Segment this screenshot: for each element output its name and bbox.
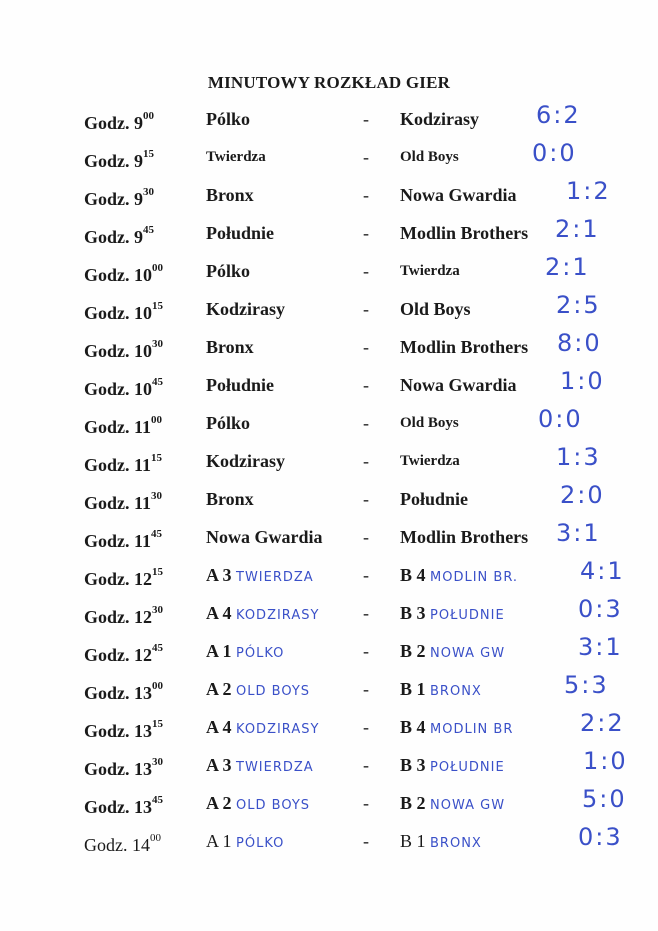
time-slot [84,791,174,819]
score-handwritten: 1:0 [560,367,605,395]
time-hour: 12 [134,569,153,589]
time-hour: 12 [134,645,153,665]
time-slot [84,259,174,287]
time-hour: 11 [134,531,152,551]
score-handwritten: 0:0 [538,405,583,433]
time-prefix: Godz. [84,569,130,589]
time-value [134,259,174,287]
home-slot [206,791,310,818]
time-minute: 00 [143,110,155,122]
time-value [134,107,174,135]
time-value [134,791,174,819]
time-prefix: Godz. [84,759,130,779]
away-team: Kodzirasy [400,109,479,129]
home-slot [206,829,284,856]
home-group: A 4 [206,603,232,623]
away-team: Old Boys [400,415,459,431]
time-hour: 11 [134,417,152,437]
versus-dash: - [363,375,369,395]
time-value [134,335,174,363]
time-minute: 30 [152,338,164,350]
away-team-handwritten: POŁUDNIE [430,760,505,775]
away-group: B 4 [400,717,426,737]
versus-dash: - [363,451,369,471]
home-slot [206,715,319,742]
home-team-handwritten: OLD BOYS [236,684,311,699]
time-minute: 15 [152,300,164,312]
time-minute: 15 [152,566,164,578]
home-team: Twierdza [206,149,266,165]
time-slot [84,297,174,325]
versus-dash: - [363,413,369,433]
time-value [134,221,174,249]
game-row [0,291,658,331]
time-value [134,715,174,743]
time-minute: 15 [143,148,155,160]
home-group: A 2 [206,793,232,813]
game-row [0,823,658,863]
away-group: B 1 [400,679,426,699]
away-team: Modlin Brothers [400,337,529,357]
time-prefix: Godz. [84,113,130,133]
versus-dash: - [363,489,369,509]
time-prefix: Godz. [84,265,130,285]
time-minute: 00 [152,262,164,274]
away-slot [400,677,482,704]
game-row [0,481,658,521]
time-hour: 13 [134,797,153,817]
home-slot [206,601,319,628]
time-prefix: Godz. [84,721,130,741]
home-group: A 2 [206,679,232,699]
time-value [134,145,174,173]
away-team-handwritten: MODLIN BR. [430,570,519,585]
time-hour: 10 [134,341,153,361]
away-team: Old Boys [400,299,471,319]
home-team: Bronx [206,489,254,509]
time-minute: 45 [152,376,164,388]
time-minute: 45 [152,642,164,654]
versus-dash: - [363,185,369,205]
time-slot [84,107,174,135]
time-slot [84,411,174,439]
score-handwritten: 0:3 [578,595,623,623]
score-handwritten: 3:1 [578,633,623,661]
home-slot [206,639,284,666]
time-hour: 10 [134,379,153,399]
away-slot [400,829,482,856]
away-team-handwritten: MODLIN BR [430,722,514,737]
time-minute: 30 [152,756,164,768]
time-hour: 9 [134,189,144,209]
time-minute: 00 [151,414,163,426]
time-hour: 10 [134,303,153,323]
score-handwritten: 1:0 [583,747,628,775]
away-team: Twierdza [400,453,460,469]
time-value [134,373,174,401]
game-row [0,177,658,217]
home-team-handwritten: KODZIRASY [236,722,320,737]
game-row [0,671,658,711]
home-team-handwritten: TWIERDZA [236,570,314,585]
game-row [0,367,658,407]
home-group: A 3 [206,565,232,585]
time-prefix: Godz. [84,303,130,323]
away-slot [400,715,513,742]
versus-dash: - [363,641,369,661]
time-slot [84,487,174,515]
game-row [0,747,658,787]
time-prefix: Godz. [84,189,130,209]
home-group: A 1 [206,831,232,851]
away-team: Modlin Brothers [400,527,529,547]
time-minute: 00 [152,680,164,692]
time-minute: 45 [152,794,164,806]
time-prefix: Godz. [84,683,130,703]
time-hour: 13 [134,683,153,703]
versus-dash: - [363,679,369,699]
game-row [0,785,658,825]
versus-dash: - [363,527,369,547]
game-row [0,633,658,673]
time-minute: 15 [152,718,164,730]
time-hour: 13 [134,721,153,741]
home-team-handwritten: OLD BOYS [236,798,311,813]
home-group: A 4 [206,717,232,737]
game-row [0,329,658,369]
away-group: B 2 [400,793,426,813]
away-slot [400,753,505,780]
game-row [0,709,658,749]
score-handwritten: 1:3 [556,443,601,471]
time-value [134,411,174,439]
game-row [0,101,658,141]
time-value [134,487,174,515]
home-team-handwritten: KODZIRASY [236,608,320,623]
away-group: B 2 [400,641,426,661]
away-slot [400,791,505,818]
home-team-handwritten: PÓLKO [236,836,285,851]
time-value [134,183,174,211]
time-value [134,525,174,553]
versus-dash: - [363,831,369,851]
time-hour: 11 [134,493,152,513]
score-handwritten: 0:3 [578,823,623,851]
time-value [134,639,174,667]
time-minute: 30 [152,604,164,616]
time-slot [84,715,174,743]
time-prefix: Godz. [84,645,130,665]
time-value [134,297,174,325]
away-team: Południe [400,489,469,509]
score-handwritten: 8:0 [557,329,602,357]
score-handwritten: 2:1 [545,253,590,281]
home-team: Pólko [206,261,251,281]
score-handwritten: 3:1 [556,519,601,547]
home-team: Kodzirasy [206,299,285,319]
score-handwritten: 4:1 [580,557,625,585]
score-handwritten: 2:5 [556,291,601,319]
score-handwritten: 5:3 [564,671,609,699]
versus-dash: - [363,223,369,243]
home-slot [206,753,314,780]
time-hour: 14 [132,835,150,855]
time-slot [84,221,174,249]
game-row [0,595,658,635]
time-minute: 45 [151,528,163,540]
game-row [0,557,658,597]
game-row [0,443,658,483]
versus-dash: - [363,565,369,585]
game-row [0,519,658,559]
time-prefix: Godz. [84,607,130,627]
away-slot [400,601,505,628]
time-hour: 13 [134,759,153,779]
time-minute: 15 [151,452,163,464]
away-team-handwritten: NOWA GW [430,798,506,813]
game-row [0,253,658,293]
home-slot [206,563,314,590]
time-minute: 30 [151,490,163,502]
home-team: Południe [206,375,275,395]
score-handwritten: 2:1 [555,215,600,243]
time-value [134,677,174,705]
away-team: Old Boys [400,149,459,165]
time-hour: 11 [134,455,152,475]
time-slot [84,373,174,401]
versus-dash: - [363,793,369,813]
away-team-handwritten: BRONX [430,684,482,699]
time-value [134,563,174,591]
home-group: A 3 [206,755,232,775]
game-row [0,215,658,255]
away-team: Nowa Gwardia [400,375,517,395]
time-prefix: Godz. [84,379,130,399]
score-handwritten: 2:0 [560,481,605,509]
time-slot [84,449,174,477]
time-value [134,601,174,629]
away-team-handwritten: POŁUDNIE [430,608,505,623]
time-minute: 45 [143,224,155,236]
game-row [0,139,658,179]
game-row [0,405,658,445]
away-group: B 4 [400,565,426,585]
score-handwritten: 0:0 [532,139,577,167]
time-slot [84,563,174,591]
home-team: Południe [206,223,275,243]
away-team-handwritten: BRONX [430,836,482,851]
time-slot [84,677,174,705]
home-team: Pólko [206,109,251,129]
versus-dash: - [363,603,369,623]
versus-dash: - [363,109,369,129]
time-slot [84,601,174,629]
page-title: MINUTOWY ROZKŁAD GIER [207,73,451,92]
home-team: Kodzirasy [206,451,285,471]
versus-dash: - [363,755,369,775]
time-minute: 00 [150,832,161,844]
away-group: B 3 [400,603,426,623]
away-group: B 1 [400,831,426,851]
time-hour: 9 [134,151,144,171]
home-group: A 1 [206,641,232,661]
versus-dash: - [363,147,369,167]
time-prefix: Godz. [84,227,130,247]
away-team: Modlin Brothers [400,223,529,243]
time-prefix: Godz. [84,417,130,437]
away-slot [400,639,505,666]
home-team: Bronx [206,185,254,205]
score-handwritten: 2:2 [580,709,625,737]
time-slot [84,335,174,363]
home-team: Bronx [206,337,254,357]
time-hour: 9 [134,227,144,247]
time-prefix: Godz. [84,341,130,361]
time-value [132,829,172,857]
versus-dash: - [363,299,369,319]
time-slot [84,829,172,857]
time-prefix: Godz. [84,797,130,817]
time-minute: 30 [143,186,155,198]
versus-dash: - [363,717,369,737]
time-value [134,449,174,477]
away-group: B 3 [400,755,426,775]
home-team: Pólko [206,413,251,433]
away-slot [400,563,518,590]
away-team: Twierdza [400,263,460,279]
time-prefix: Godz. [84,493,130,513]
away-team: Nowa Gwardia [400,185,517,205]
time-slot [84,753,174,781]
time-prefix: Godz. [84,151,130,171]
time-value [134,753,174,781]
time-slot [84,183,174,211]
score-handwritten: 6:2 [536,101,581,129]
away-team-handwritten: NOWA GW [430,646,506,661]
home-team: Nowa Gwardia [206,527,323,547]
time-slot [84,639,174,667]
time-prefix: Godz. [84,531,130,551]
score-handwritten: 5:0 [582,785,627,813]
home-team-handwritten: PÓLKO [236,646,285,661]
versus-dash: - [363,261,369,281]
score-handwritten: 1:2 [566,177,611,205]
time-prefix: Godz. [84,455,130,475]
time-hour: 12 [134,607,153,627]
time-slot [84,145,174,173]
home-slot [206,677,310,704]
versus-dash: - [363,337,369,357]
time-hour: 10 [134,265,153,285]
home-team-handwritten: TWIERDZA [236,760,314,775]
time-slot [84,525,174,553]
time-hour: 9 [134,113,144,133]
time-prefix: Godz. [84,835,128,855]
